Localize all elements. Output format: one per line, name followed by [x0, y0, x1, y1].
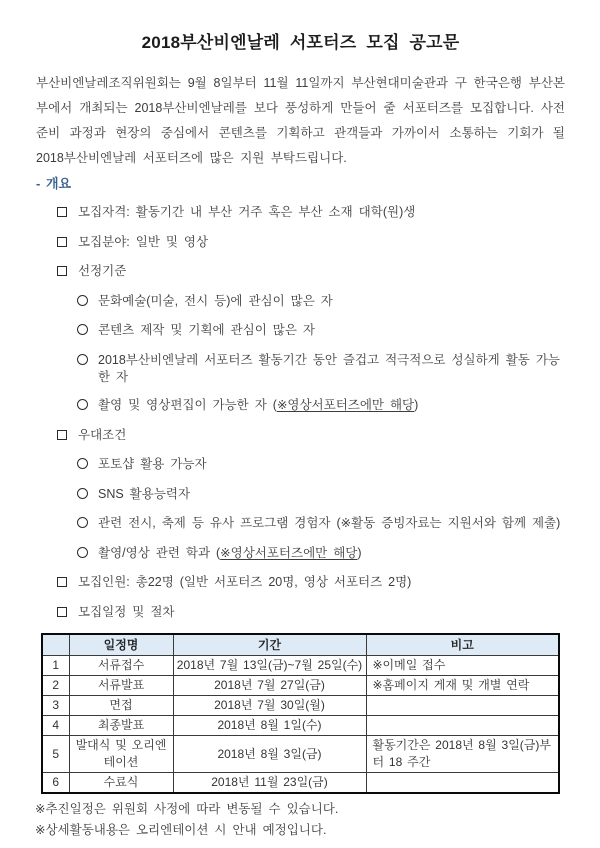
- list-item-text-main: 모집일정 및 절차: [78, 604, 175, 619]
- table-header-cell: 기간: [173, 634, 366, 656]
- table-cell-period: 2018년 8월 3일(금): [173, 736, 366, 773]
- list-item: [57, 574, 565, 592]
- table-cell-period: 2018년 8월 1일(수): [173, 716, 366, 736]
- list-item-text: [78, 427, 126, 444]
- table-header-row: [42, 634, 559, 656]
- table-row: [42, 656, 559, 676]
- list-item-text: [98, 352, 565, 386]
- list-item-text-main: 모집인원: 총22명 (일반 서포터즈 20명, 영상 서포터즈 2명): [78, 575, 412, 589]
- table-cell-schedule-name: 발대식 및 오리엔테이션: [69, 736, 173, 773]
- list-item-text-main: 모집자격: 활동기간 내 부산 거주 혹은 부산 소재 대학(원)생: [78, 205, 416, 219]
- table-row: [42, 773, 559, 794]
- page-title: 2018부산비엔날레 서포터즈 모집 공고문: [141, 33, 460, 52]
- section-heading-overview: - 개요: [36, 176, 72, 191]
- list-item-text: [78, 234, 208, 251]
- table-row: [42, 736, 559, 773]
- checkbox-bullet-icon: [57, 607, 67, 617]
- table-cell-remark: [366, 773, 559, 794]
- checkbox-bullet-icon: [57, 207, 67, 217]
- table-cell-remark: 활동기간은 2018년 8월 3일(금)부터 18 주간: [366, 736, 559, 773]
- list-item-text-main: SNS 활용능력자: [98, 486, 191, 501]
- overview-list: [36, 204, 565, 622]
- list-item: [77, 397, 565, 415]
- table-cell-schedule-name: 서류접수: [69, 656, 173, 676]
- table-cell-period: 2018년 7월 27일(금): [173, 676, 366, 696]
- table-cell-period: 2018년 7월 30일(월): [173, 696, 366, 716]
- list-item-text: [98, 397, 418, 414]
- list-item-text: [98, 545, 362, 562]
- footnotes: [35, 799, 565, 840]
- table-cell-number: 2: [42, 676, 69, 696]
- circle-bullet-icon: [77, 324, 88, 335]
- list-item-text: [78, 204, 415, 221]
- list-item-text-main: 포토샵 활용 가능자: [98, 457, 207, 471]
- table-cell-remark: ※이메일 접수: [366, 656, 559, 676]
- checkbox-bullet-icon: [57, 266, 67, 276]
- circle-bullet-icon: [77, 547, 88, 558]
- list-item-text: [98, 293, 333, 310]
- intro-paragraph: 부산비엔날레조직위원회는 9월 8일부터 11월 11일까지 부산현대미술관과 구 한국은행 부산본부에서 개최되는 2018부산비엔날레를 보다 풍성하게 만들어 줄 서포터즈를 모집합니다. 사전 준비 과정과 현장의 중심에서 콘텐츠를 기획하고 관객들과 가까이서 소통하는 기회가 될 2018부산비엔날레 서포터즈에 많은 지원 부탁드립니다.: [36, 76, 565, 165]
- table-cell-schedule-name: 면접: [69, 696, 173, 716]
- list-item: [77, 322, 565, 340]
- list-item-text: [78, 574, 411, 591]
- list-item: [77, 352, 565, 386]
- table-row: [42, 716, 559, 736]
- list-item-text-main: 2018부산비엔날레 서포터즈 활동기간 동안 즐겁고 적극적으로 성실하게 활동 가능한 자: [98, 352, 560, 384]
- list-item-text-main: 선정기준: [78, 264, 127, 278]
- list-item-text: [98, 515, 560, 532]
- checkbox-bullet-icon: [57, 577, 67, 587]
- table-cell-remark: [366, 696, 559, 716]
- schedule-table: [41, 633, 560, 794]
- table-cell-number: 4: [42, 716, 69, 736]
- list-item: [77, 486, 565, 504]
- table-header-cell: [42, 634, 69, 656]
- list-item: [77, 515, 565, 533]
- list-item-text: [98, 456, 207, 473]
- checkbox-bullet-icon: [57, 430, 67, 440]
- list-item-text-main: 관련 전시, 축제 등 유사 프로그램 경험자 (※활동 증빙자료는 지원서와 함께 제출): [98, 516, 561, 530]
- circle-bullet-icon: [77, 488, 88, 499]
- table-cell-schedule-name: 서류발표: [69, 676, 173, 696]
- list-item-text-underlined: ※영상서포터즈에만 해당: [220, 545, 358, 560]
- list-item-text: [78, 604, 174, 621]
- list-item-text-underlined: ※영상서포터즈에만 해당: [276, 398, 415, 412]
- table-cell-remark: ※홈페이지 게재 및 개별 연락: [366, 676, 559, 696]
- list-item-text: [98, 486, 190, 503]
- table-cell-number: 6: [42, 773, 69, 794]
- circle-bullet-icon: [77, 458, 88, 469]
- list-item-text-main: 콘텐츠 제작 및 기획에 관심이 많은 자: [98, 323, 315, 337]
- circle-bullet-icon: [77, 354, 88, 365]
- circle-bullet-icon: [77, 517, 88, 528]
- list-item: [57, 204, 565, 222]
- footnote: ※상세활동내용은 오리엔테이션 시 안내 예정입니다.: [35, 822, 327, 837]
- circle-bullet-icon: [77, 295, 88, 306]
- list-item-text-main: 문화예술(미술, 전시 등)에 관심이 많은 자: [98, 293, 333, 308]
- list-item: [57, 427, 565, 445]
- table-row: [42, 676, 559, 696]
- table-header-cell: 일정명: [69, 634, 173, 656]
- table-row: [42, 696, 559, 716]
- table-cell-schedule-name: 수료식: [69, 773, 173, 794]
- table-cell-period: 2018년 11월 23일(금): [173, 773, 366, 794]
- list-item-text-main: 우대조건: [78, 427, 127, 442]
- table-cell-number: 1: [42, 656, 69, 676]
- list-item-text: [98, 322, 315, 339]
- schedule-table-wrap: [41, 633, 565, 794]
- footnote: ※추진일정은 위원회 사정에 따라 변동될 수 있습니다.: [35, 802, 339, 816]
- circle-bullet-icon: [77, 399, 88, 410]
- list-item: [57, 234, 565, 252]
- table-cell-schedule-name: 최종발표: [69, 716, 173, 736]
- list-item: [77, 545, 565, 563]
- table-cell-period: 2018년 7월 13일(금)~7월 25일(수): [173, 656, 366, 676]
- list-item-text: [78, 263, 126, 280]
- list-item-text-main: 모집분야: 일반 및 영상: [78, 234, 209, 249]
- list-item: [57, 263, 565, 281]
- list-item: [57, 604, 565, 622]
- table-header-cell: 비고: [366, 634, 559, 656]
- table-cell-remark: [366, 716, 559, 736]
- list-item: [77, 293, 565, 311]
- list-item-text-suffix: ): [357, 545, 362, 560]
- table-body: [42, 656, 559, 794]
- list-item: [77, 456, 565, 474]
- list-item-text-suffix: ): [414, 398, 419, 412]
- table-cell-number: 3: [42, 696, 69, 716]
- table-cell-number: 5: [42, 736, 69, 773]
- list-item-text-main: 촬영 및 영상편집이 가능한 자 (: [98, 398, 277, 412]
- list-item-text-main: 촬영/영상 관련 학과 (: [98, 545, 221, 560]
- checkbox-bullet-icon: [57, 237, 67, 247]
